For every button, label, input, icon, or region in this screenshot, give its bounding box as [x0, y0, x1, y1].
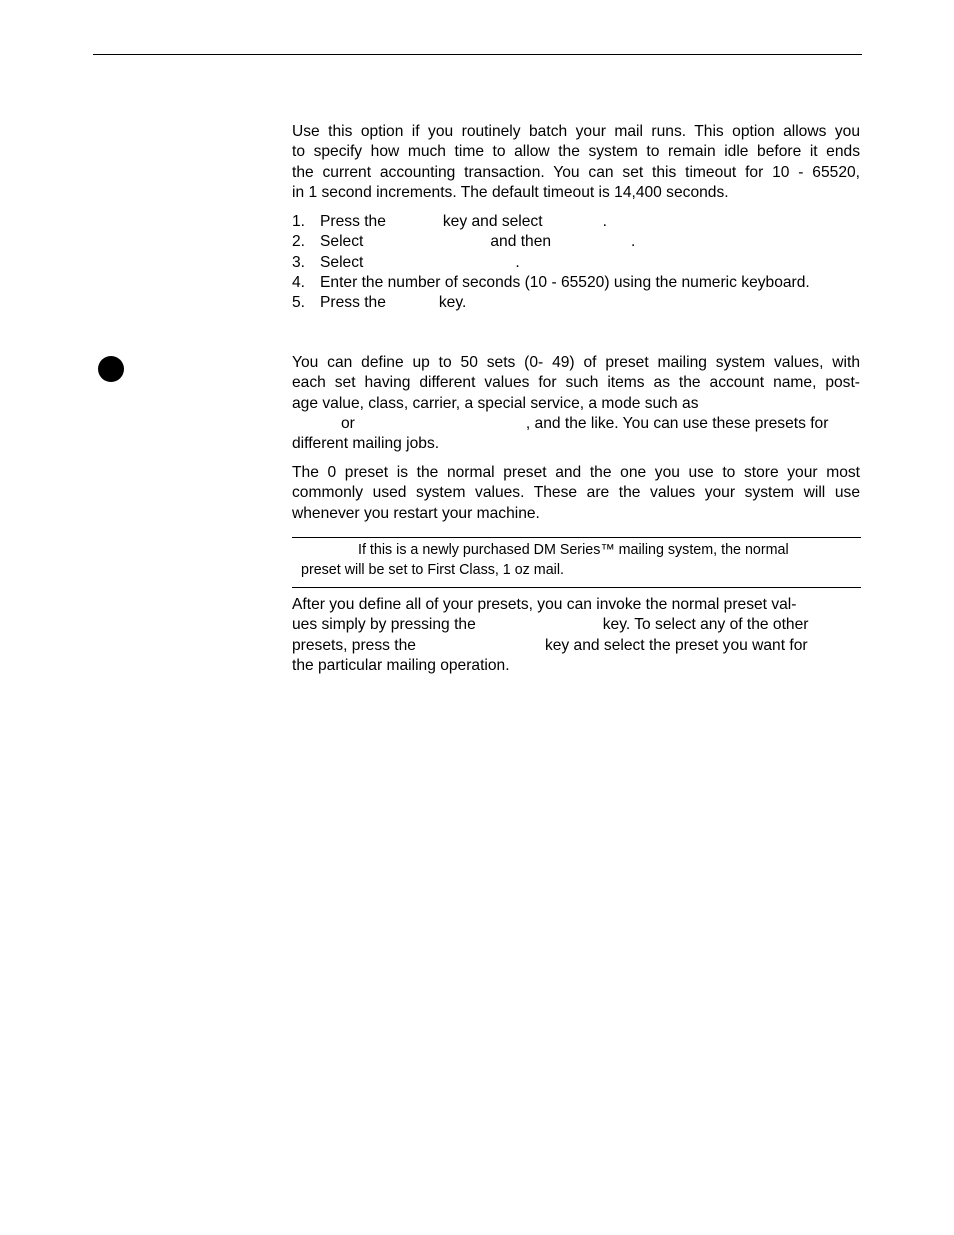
text-line: After you define all of your presets, you can invoke the normal preset val- — [292, 596, 797, 613]
text-line — [292, 414, 860, 434]
note-text: If this is a newly purchased DM Series™ mailing system, the normal — [358, 542, 789, 558]
step-text-part: . — [602, 213, 607, 230]
step-number: 5. — [292, 294, 306, 312]
step-text-part: key. — [438, 294, 467, 312]
step-text — [320, 293, 466, 313]
text-line: whenever you restart your machine. — [292, 504, 540, 522]
text-part: , and the like. You can use these presets for — [525, 414, 829, 432]
text-part: or — [341, 414, 355, 432]
step-text: Enter the number of seconds (10 - 65520) using the numeric keyboard. — [320, 273, 810, 291]
step-text-part: Select — [320, 253, 364, 271]
text-line: age value, class, carrier, a special service, a mode such as — [292, 394, 699, 412]
step-text-part: key and select — [442, 213, 543, 230]
text-line: You can define up to 50 sets (0- 49) of preset mailing system values, with — [292, 354, 860, 371]
note-line — [301, 541, 789, 561]
step-number: 3. — [292, 253, 306, 271]
normal-preset-paragraph — [292, 463, 860, 524]
step-number: 1. — [292, 213, 306, 230]
text-line: the particular mailing operation. — [292, 656, 510, 674]
step-number: 2. — [292, 233, 306, 251]
text-line: different mailing jobs. — [292, 435, 440, 453]
note-bottom-rule — [292, 587, 861, 588]
presets-paragraph — [292, 353, 860, 454]
note-top-rule — [292, 537, 861, 538]
step-text — [320, 253, 520, 273]
text-line: The 0 preset is the normal preset and the one you use to store your most — [292, 464, 860, 481]
step-text — [320, 232, 635, 252]
text-line — [292, 636, 860, 656]
text-line: in 1 second increments. The default timeout is 14,400 seconds. — [292, 183, 729, 201]
text-line: commonly used system values. These are the values your system will use — [292, 484, 860, 502]
step-text-part: Select — [320, 233, 364, 251]
text-line: each set having different values for such items as the account name, post- — [292, 374, 860, 392]
text-part: key. To select any of the other — [602, 616, 809, 634]
text-line: to specify how much time to allow the system to remain idle before it ends — [292, 143, 860, 161]
step-text — [320, 212, 607, 232]
text-line: the current accounting transaction. You can set this timeout for 10 - 65520, — [292, 163, 860, 181]
text-part: presets, press the — [292, 636, 416, 654]
header-rule — [93, 54, 862, 55]
text-line: Use this option if you routinely batch your mail runs. This option allows you — [292, 123, 860, 140]
text-line — [292, 615, 860, 635]
step-text-part: . — [515, 253, 520, 271]
step-text-part: Press the — [320, 294, 386, 312]
step-text-part: Press the — [320, 213, 386, 230]
note — [301, 541, 789, 580]
step-text-part: . — [631, 233, 636, 251]
text-part: ues simply by pressing the — [292, 616, 476, 634]
text-part: key and select the preset you want for — [544, 636, 808, 654]
note-line: preset will be set to First Class, 1 oz mail. — [301, 561, 564, 578]
invoke-preset-paragraph — [292, 595, 860, 676]
step-text-part: and then — [490, 233, 552, 251]
section-bullet-icon — [98, 356, 124, 382]
step-number: 4. — [292, 273, 306, 291]
timeout-paragraph — [292, 122, 860, 203]
